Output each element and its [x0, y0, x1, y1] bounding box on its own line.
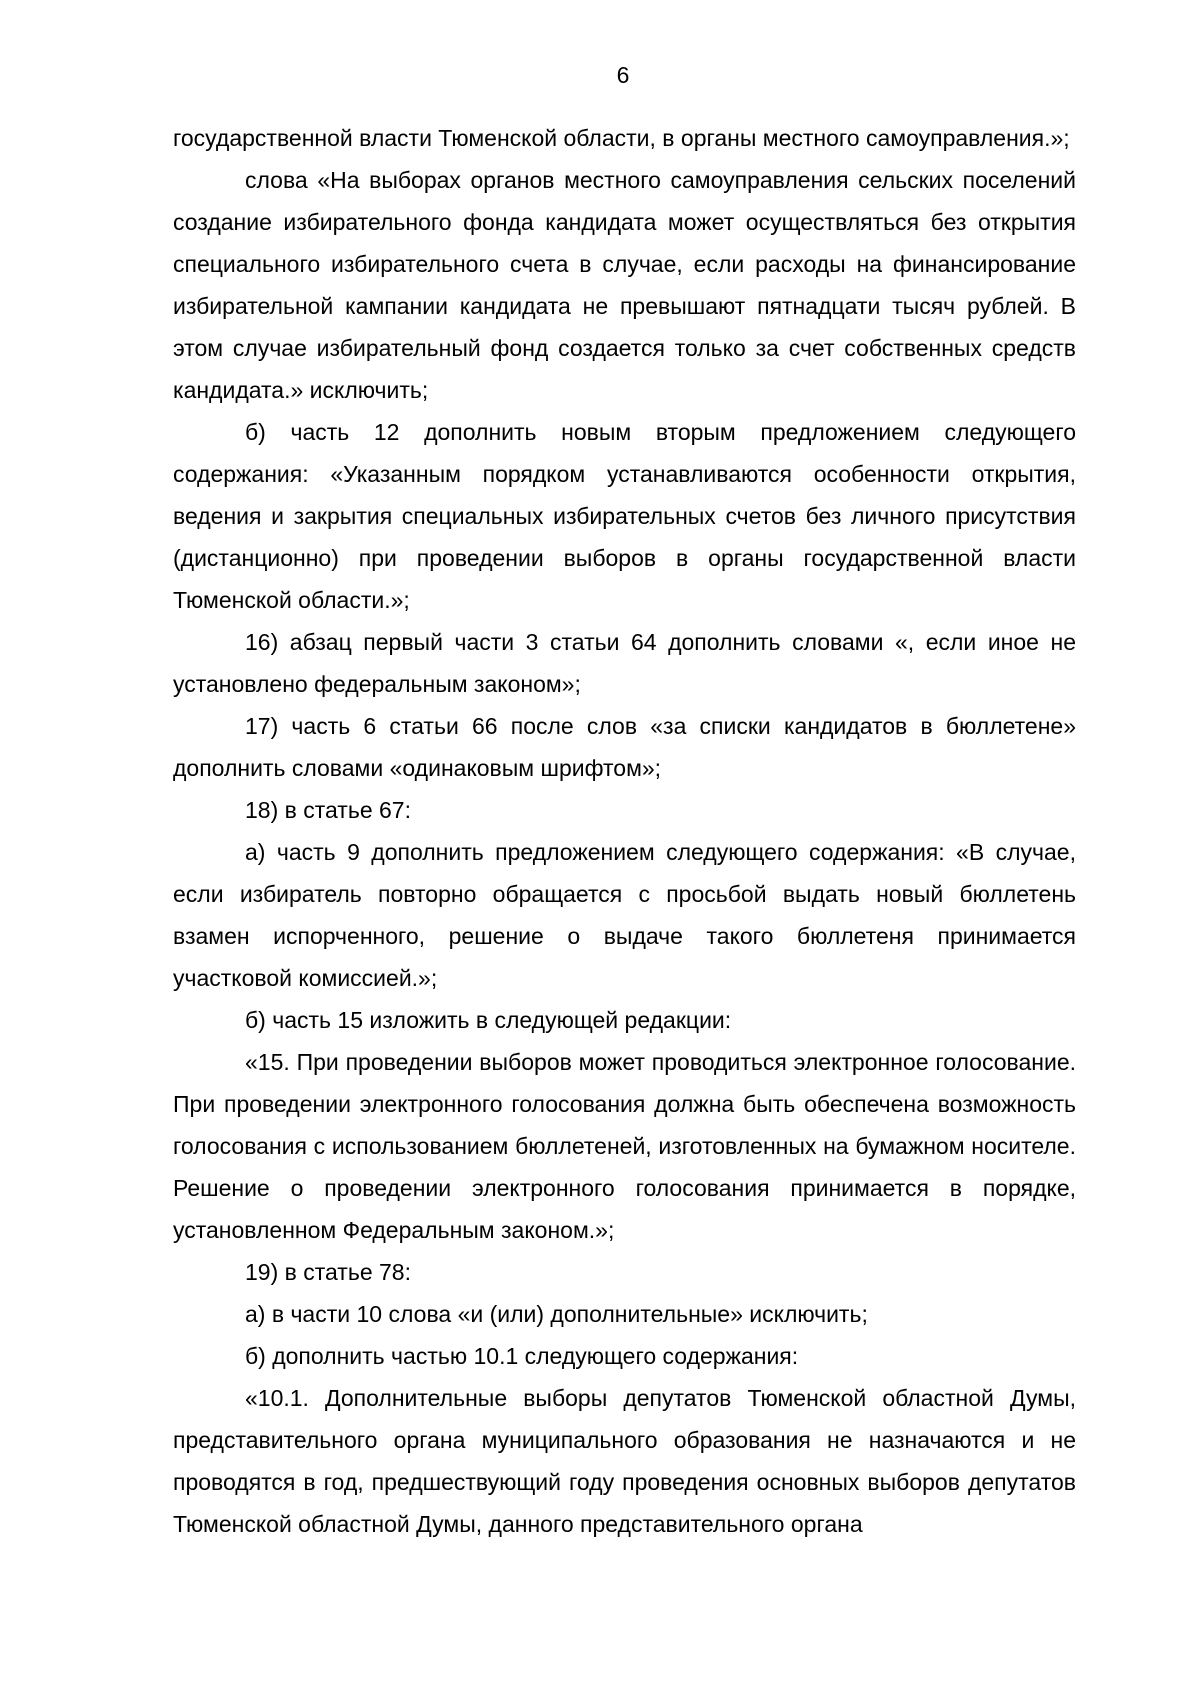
paragraph: государственной власти Тюменской области, в органы местного самоуправления.»;	[173, 125, 1070, 151]
document-body	[173, 117, 1076, 1545]
paragraph: а) часть 9 дополнить предложением следующего содержания: «В случае, если избиратель повторно обращается с просьбой выдать новый бюллетень взамен испорченного, решение о выдаче такого бюллетеня принимается участковой комиссией.»;	[173, 839, 1076, 991]
paragraph: б) часть 12 дополнить новым вторым предложением следующего содержания: «Указанным порядком устанавливаются особенности открытия, ведения и закрытия специальных избирательных счетов без личного присутствия (дистанционно) при проведении выборов в органы государственной власти Тюменской области.»;	[173, 419, 1076, 613]
paragraph: б) часть 15 изложить в следующей редакции:	[245, 1007, 732, 1033]
paragraph: а) в части 10 слова «и (или) дополнительные» исключить;	[245, 1301, 868, 1327]
paragraph: 16) абзац первый части 3 статьи 64 дополнить словами «, если иное не установлено федеральным законом»;	[173, 629, 1076, 697]
paragraph: «10.1. Дополнительные выборы депутатов Тюменской областной Думы, представительного органа муниципального образования не назначаются и не проводятся в год, предшествующий году проведения основных выборов депутатов Тюменской областной Думы, данного представительного органа	[173, 1385, 1076, 1537]
page-number: 6	[616, 62, 630, 88]
paragraph: 19) в статье 78:	[245, 1259, 411, 1285]
paragraph: 17) часть 6 статьи 66 после слов «за списки кандидатов в бюллетене» дополнить словами «одинаковым шрифтом»;	[173, 713, 1076, 781]
paragraph: 18) в статье 67:	[245, 797, 411, 823]
paragraph: б) дополнить частью 10.1 следующего содержания:	[245, 1343, 799, 1369]
paragraph: слова «На выборах органов местного самоуправления сельских поселений создание избирательного фонда кандидата может осуществляться без открытия специального избирательного счета в случае, если расходы на финансирование избирательной кампании кандидата не превышают пятнадцати тысяч рублей. В этом случае избирательный фонд создается только за счет собственных средств кандидата.» исключить;	[173, 167, 1076, 403]
paragraph: «15. При проведении выборов может проводиться электронное голосование. При проведении электронного голосования должна быть обеспечена возможность голосования с использованием бюллетеней, изготовленных на бумажном носителе. Решение о проведении электронного голосования принимается в порядке, установленном Федеральным законом.»;	[173, 1049, 1076, 1243]
